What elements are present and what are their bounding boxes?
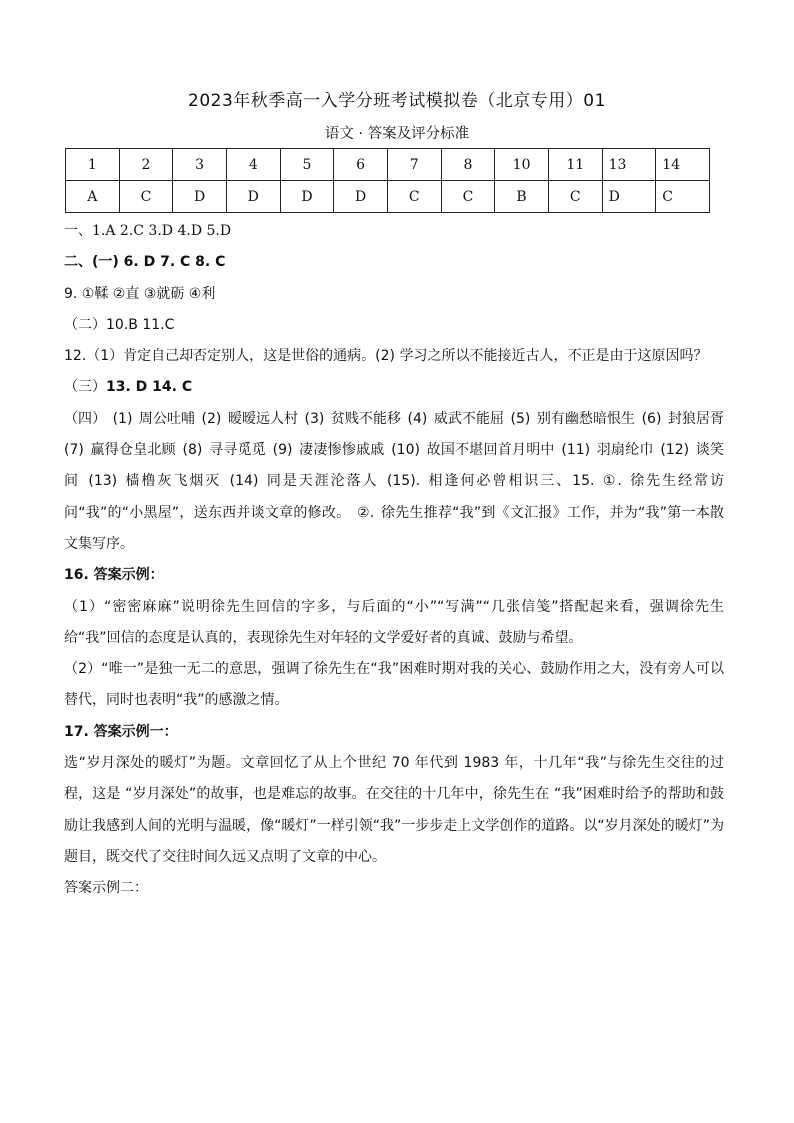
question-number-cell: 13 xyxy=(602,149,656,181)
question-17-answer-example-1: 选“岁月深处的暖灯”为题。文章回忆了从上个世纪 70 年代到 1983 年，十几年“我”与徐先生交往的过程，这是 “岁月深处”的故事，也是难忘的故事。在交往的十几年中，徐先生在 “我”困难时给予的帮助和鼓励让我感到人间的光明与温暖，像“暖灯”一样引领“我”一步步走上文学创作的道路。以“岁月深处的暖灯”为题目，既交代了交往时间久远又点明了文章的中心。 xyxy=(64,755,724,865)
question-number-cell: 4 xyxy=(226,149,280,181)
answer-body xyxy=(64,216,724,905)
document-subtitle: 语文 · 答案及评分标准 xyxy=(324,126,470,142)
question-number-cell: 5 xyxy=(280,149,334,181)
answer-cell: C xyxy=(441,181,495,213)
section-two-part-one-answers: 二、(一) 6. D 7. C 8. C xyxy=(64,254,226,271)
section-two-part-four-answers: （四） (1) 周公吐哺 (2) 暧暧远人村 (3) 贫贱不能移 (4) 威武不能屈 (5) 别有幽愁暗恨生 (6) 封狼居胥 (7) 赢得仓皇北顾 (8) 寻寻觅觅 (9) 凄凄惨惨戚戚 (10) 故国不堪回首月明中 (11) 羽扇纶巾 (12) 谈笑间 (13) 樯橹灰飞烟灭 (14) 同是天涯沦落人 (15). 相逢何必曾相识三、15. ①. 徐先生经常访问“我”的“小黑屋”，送东西并谈文章的修改。 ②. 徐先生推荐“我”到《文汇报》工作，并为“我”第一本散文集写序。 xyxy=(64,410,724,552)
question-16-heading: 16. 答案示例： xyxy=(64,567,164,584)
question-17-heading: 17. 答案示例一： xyxy=(64,723,178,740)
question-number-cell: 1 xyxy=(66,149,120,181)
answer-cell: D xyxy=(280,181,334,213)
answer-cell: C xyxy=(548,181,602,213)
question-number-cell: 14 xyxy=(656,149,710,181)
section-two-part-two-answers: （二）10.B 11.C xyxy=(64,316,175,333)
answer-cell: A xyxy=(66,181,120,213)
question-16-answer-1: （1）“密密麻麻”说明徐先生回信的字多，与后面的“小”“写满”“几张信笺”搭配起来看，强调徐先生给“我”回信的态度是认真的，表现徐先生对年轻的文学爱好者的真诚、鼓励与希望。 xyxy=(64,598,724,646)
question-number-cell: 6 xyxy=(334,149,388,181)
question-number-cell: 7 xyxy=(387,149,441,181)
answer-cell: B xyxy=(495,181,549,213)
question-17-answer-example-2-heading: 答案示例二： xyxy=(64,880,148,897)
answer-cell: D xyxy=(602,181,656,213)
answer-table xyxy=(65,148,710,213)
section-one-answers: 一、1.A 2.C 3.D 4.D 5.D xyxy=(64,223,232,239)
answer-cell: C xyxy=(119,181,173,213)
answer-cell: D xyxy=(226,181,280,213)
document-title: 2023年秋季高一入学分班考试模拟卷（北京专用）01 xyxy=(188,91,606,111)
answer-cell: C xyxy=(656,181,710,213)
question-9-answer: 9. ①鞣 ②直 ③就砺 ④利 xyxy=(64,285,216,302)
part-three-label: （三） xyxy=(64,379,106,396)
question-number-cell: 10 xyxy=(495,149,549,181)
part-three-values: 13. D 14. C xyxy=(106,379,193,396)
answer-cell: C xyxy=(387,181,441,213)
answer-cell: D xyxy=(173,181,227,213)
question-number-cell: 2 xyxy=(119,149,173,181)
question-16-answer-2: （2）“唯一”是独一无二的意思，强调了徐先生在“我”困难时期对我的关心、鼓励作用之大，没有旁人可以替代，同时也表明“我”的感激之情。 xyxy=(64,661,724,709)
question-number-cell: 11 xyxy=(548,149,602,181)
question-12-answer: 12.（1）肯定自己却否定别人，这是世俗的通病。(2) 学习之所以不能接近古人，不正是由于这原因吗？ xyxy=(64,348,708,365)
question-number-cell: 8 xyxy=(441,149,495,181)
answer-cell: D xyxy=(334,181,388,213)
section-two-part-three-answers xyxy=(64,372,724,403)
answer-table-answer-row xyxy=(66,181,710,213)
question-number-cell: 3 xyxy=(173,149,227,181)
answer-table-number-row xyxy=(66,149,710,181)
